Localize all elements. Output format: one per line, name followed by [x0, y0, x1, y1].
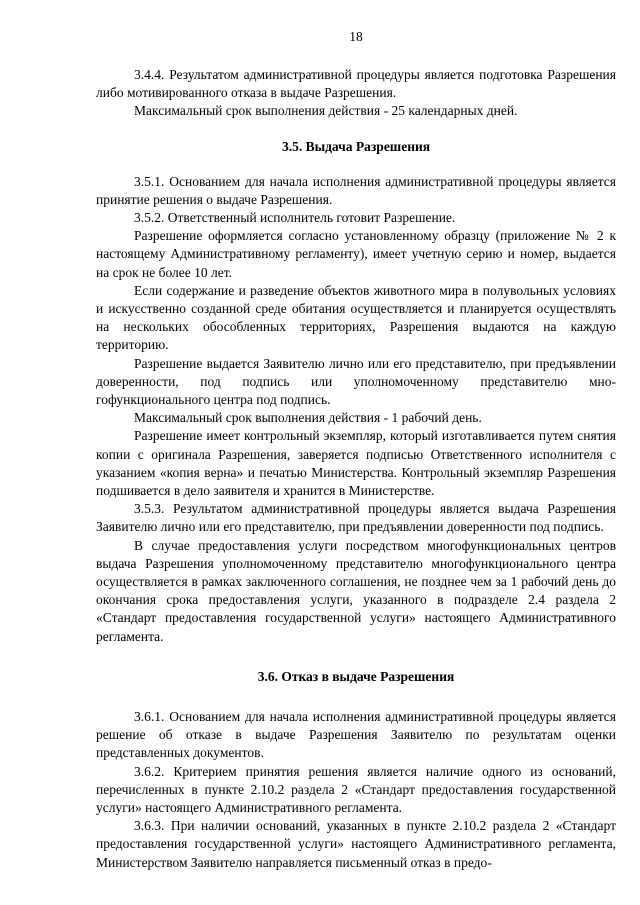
paragraph-multiple-territories: Если содержание и разведение объектов животного мира в полувольных условиях и искусственно созданной среде обитания осуществляется и планируется осуществлять на нескольких обособленных территориях, Разрешения выдаются на каждую территорию. [96, 282, 616, 353]
paragraph-3-6-1: 3.6.1. Основанием для начала исполнения административной процедуры является решение об отказе в выдаче Разрешения Заявителю по результатам оценки представленных документов. [96, 708, 616, 761]
document-body [96, 66, 616, 872]
paragraph-3-6-3: 3.6.3. При наличии оснований, указанных в пункте 2.10.2 раздела 2 «Стандарт предоставления государственной услуги» настоящего Административного регламента, Министерством Заявителю направляется письменный отказ в предо- [96, 818, 616, 870]
paragraph-3-5-2: 3.5.2. Ответственный исполнитель готовит Разрешение. [134, 210, 456, 226]
section-heading-3-6: 3.6. Отказ в выдаче Разрешения [257, 668, 455, 684]
paragraph-3-5-1: 3.5.1. Основанием для начала исполнения административной процедуры является принятие решения о выдаче Разрешения. [96, 173, 616, 207]
paragraph-control-copy: Разрешение имеет контрольный экземпляр, который изготавливается путем снятия копии с оригинала Разрешения, заверяется подписью Ответственного исполнителя с указанием «копия верна» и печатью Министерства. Контрольный экземпляр Разрешения подшивается в дело заявителя и хранится в Министерстве. [96, 428, 616, 499]
paragraph-max-term-1-day: Максимальный срок выполнения действия - 1 рабочий день. [134, 410, 482, 426]
paragraph-permit-issued: Разрешение выдается Заявителю лично или его представителю, при предъявлении доверенности, под подпись или уполномоченному представителю многофункционального центра под подпись. [96, 355, 616, 408]
paragraph-mfc-delivery: В случае предоставления услуги посредством многофункциональных центров выдача Разрешения уполномоченному представителю многофункционального центра осуществляется в рамках заключенного соглашения, не позднее чем за 1 рабочий день до окончания срока предоставления услуги, указанного в подразделе 2.4 раздела 2 «Стандарт предоставления государственной услуги» настоящего Административного регламента. [96, 537, 616, 644]
paragraph-max-term-25-days: Максимальный срок выполнения действия - 25 календарных дней. [134, 103, 518, 119]
paragraph-3-4-4: 3.4.4. Результатом административной процедуры является подготовка Разрешения либо мотивированного отказа в выдаче Разрешения. [96, 67, 616, 101]
paragraph-3-5-3: 3.5.3. Результатом административной процедуры является выдача Разрешения Заявителю лично или его представителю, при предъявлении доверенности под подпись. [96, 501, 616, 535]
section-heading-3-5: 3.5. Выдача Разрешения [281, 138, 431, 154]
paragraph-3-6-2: 3.6.2. Критерием принятия решения является наличие одного из оснований, перечисленных в пункте 2.10.2 раздела 2 «Стандарт предоставления государственной услуги» настоящего Административного регламента. [96, 763, 616, 815]
page-number: 18 [349, 29, 363, 44]
paragraph-permit-form: Разрешение оформляется согласно установленному образцу (приложение № 2 к настоящему Административному регламенту), имеет учетную серию и номер, выдается на срок не более 10 лет. [96, 228, 616, 280]
